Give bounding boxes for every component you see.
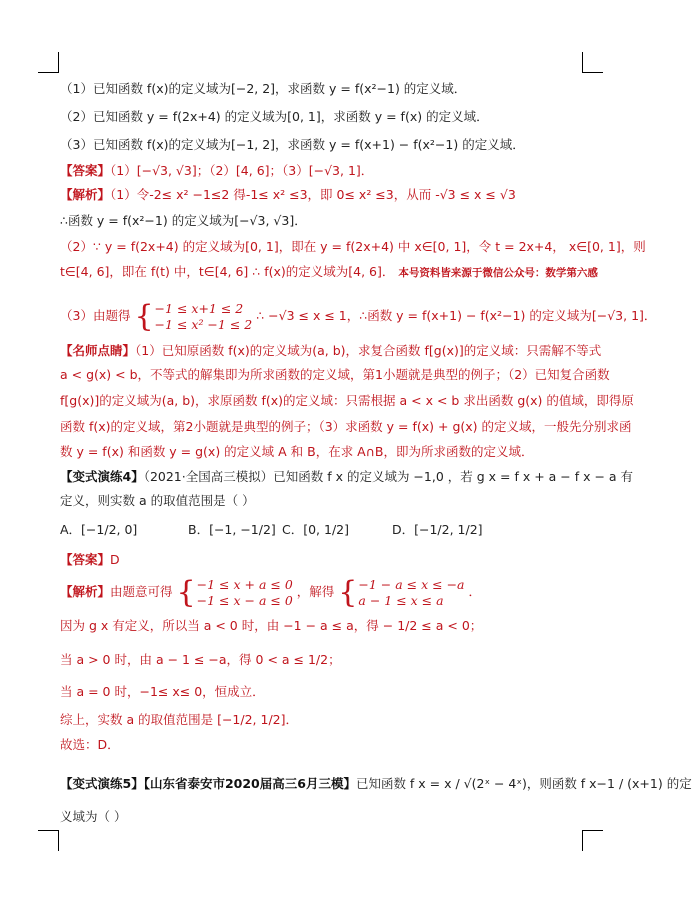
variant4-analysis-3: 当 a > 0 时，由 a − 1 ≤ −a，得 0 < a ≤ 1/2； <box>60 652 341 667</box>
analysis-label: 【解析】 <box>60 187 111 202</box>
tips-line-3: f[g(x)]的定义域为(a, b)，求原函数 f(x)的定义域：只需根据 a < x < b 求出函数 g(x) 的值域，即得原 <box>60 393 634 408</box>
variant4-analysis-text-1a: 由题意可得 <box>110 584 173 599</box>
system-row-4: −1 ≤ x − a ≤ 0 <box>196 592 293 608</box>
variant4-line-2: 定义，则实数 a 的取值范围是（ ） <box>60 493 255 508</box>
analysis-line-1 <box>60 186 600 204</box>
source-watermark: 本号资料皆来源于微信公众号：数学第六感 <box>398 267 598 279</box>
variant4-answer <box>60 551 600 569</box>
analysis-text-1: （1）令-2≤ x² −1≤2 得-1≤ x² ≤3，即 0≤ x² ≤3，从而 -√3 ≤ x ≤ √3 <box>110 187 516 202</box>
variant5-line-2: 义域为（ ） <box>60 809 127 824</box>
variant4-analysis-text-1c: ． <box>468 584 482 599</box>
crop-mark-bottom-right <box>582 830 603 851</box>
answer-label: 【答案】 <box>60 163 111 178</box>
analysis-text-5b: ∴ −√3 ≤ x ≤ 1，∴函数 y = f(x+1) − f(x²−1) 的定义域为[−√3, 1]． <box>256 308 657 323</box>
analysis-line-3: （2）∵ y = f(2x+4) 的定义域为[0, 1]，即在 y = f(2x+4) 中 x∈[0, 1]，令 t = 2x+4， x∈[0, 1]，则 <box>60 239 646 254</box>
inequality-system-3: { −1 − a ≤ x ≤ −a a − 1 ≤ x ≤ a <box>338 574 465 610</box>
tips-line-5: 数 y = f(x) 和函数 y = g(x) 的定义域 A 和 B，在求 A∩B，即为所求函数的定义域． <box>60 444 534 459</box>
variant4-analysis-text-1b: ，解得 <box>296 584 335 599</box>
analysis-line-5 <box>60 298 657 334</box>
variant4-answer-label: 【答案】 <box>60 552 111 567</box>
crop-mark-top-left <box>38 52 59 73</box>
variant4-answer-value: D <box>110 552 120 567</box>
system-row-1: −1 ≤ x+1 ≤ 2 <box>154 300 244 316</box>
answer-text: （1）[−√3, √3]；（2）[4, 6]；（3）[−√3, 1]． <box>110 163 374 178</box>
variant4-line-1 <box>60 468 634 486</box>
tips-line-4: 函数 f(x)的定义域，第2小题就是典型的例子；（3）求函数 y = f(x) + g(x) 的定义域，一般先分别求函 <box>60 419 632 434</box>
option-d: D．[−1/2, 1/2] <box>392 522 483 537</box>
crop-mark-bottom-left <box>38 830 59 851</box>
variant4-analysis-5: 综上，实数 a 的取值范围是 [−1/2, 1/2]． <box>60 712 298 727</box>
analysis-text-4: t∈[4, 6]，即在 f(t) 中，t∈[4, 6] ∴ f(x)的定义域为[4, 6]． <box>60 264 395 279</box>
option-a: A．[−1/2, 0] <box>60 522 138 537</box>
variant5-text-1: 已知函数 f x = x / √(2ˣ − 4ˣ)，则函数 f x−1 / (x+1) 的定 <box>355 776 692 791</box>
tips-label: 【名师点睛】 <box>60 343 136 358</box>
problem-part-1: （1）已知函数 f(x)的定义域为[−2, 2]，求函数 y = f(x²−1) 的定义域． <box>60 81 467 96</box>
system-row-5: −1 − a ≤ x ≤ −a <box>358 576 465 592</box>
variant4-analysis-4: 当 a = 0 时，−1≤ x≤ 0，恒成立． <box>60 684 265 699</box>
inequality-system-2: { −1 ≤ x + a ≤ 0 −1 ≤ x − a ≤ 0 <box>176 574 293 610</box>
variant4-analysis-6: 故选：D． <box>60 737 120 752</box>
variant5-source: 【山东省泰安市2020届高三6月三模】 <box>143 776 356 791</box>
variant4-analysis-2: 因为 g x 有定义，所以当 a < 0 时，由 −1 − a ≤ a，得 − 1/2 ≤ a < 0； <box>60 618 483 633</box>
variant5-label: 【变式演练5】 <box>60 776 144 791</box>
tips-line-2: a < g(x) < b，不等式的解集即为所求函数的定义域，第1小题就是典型的例子；（2）已知复合函数 <box>60 367 610 382</box>
option-b: B．[−1, −1/2] <box>188 522 276 537</box>
system-row-3: −1 ≤ x + a ≤ 0 <box>196 576 293 592</box>
variant4-label: 【变式演练4】 <box>60 469 144 484</box>
analysis-line-4 <box>60 263 600 282</box>
variant4-analysis-1 <box>60 574 600 610</box>
option-c: C．[0, 1/2] <box>282 522 349 537</box>
problem-part-3: （3）已知函数 f(x)的定义域为[−1, 2]，求函数 y = f(x+1) − f(x²−1) 的定义域． <box>60 137 525 152</box>
answer-line <box>60 162 600 180</box>
variant4-analysis-label: 【解析】 <box>60 584 111 599</box>
system-row-2: −1 ≤ x² −1 ≤ 2 <box>154 316 253 332</box>
tips-text-1: （1）已知原函数 f(x)的定义域为(a, b)，求复合函数 f[g(x)]的定义域：只需解不等式 <box>135 343 602 358</box>
problem-part-2: （2）已知函数 y = f(2x+4) 的定义域为[0, 1]，求函数 y = f(x) 的定义域． <box>60 109 489 124</box>
crop-mark-top-right <box>582 52 603 73</box>
tips-line-1 <box>60 342 600 360</box>
system-row-6: a − 1 ≤ x ≤ a <box>358 592 444 608</box>
variant4-text-1: （2021·全国高三模拟）已知函数 f x 的定义域为 −1,0 ，若 g x = f x + a − f x − a 有 <box>143 469 634 484</box>
analysis-line-2: ∴函数 y = f(x²−1) 的定义域为[−√3, √3]． <box>60 213 307 228</box>
analysis-text-5a: （3）由题得 <box>60 308 131 323</box>
inequality-system-1: { −1 ≤ x+1 ≤ 2 −1 ≤ x² −1 ≤ 2 <box>134 298 253 334</box>
variant5-line-1 <box>60 775 692 793</box>
